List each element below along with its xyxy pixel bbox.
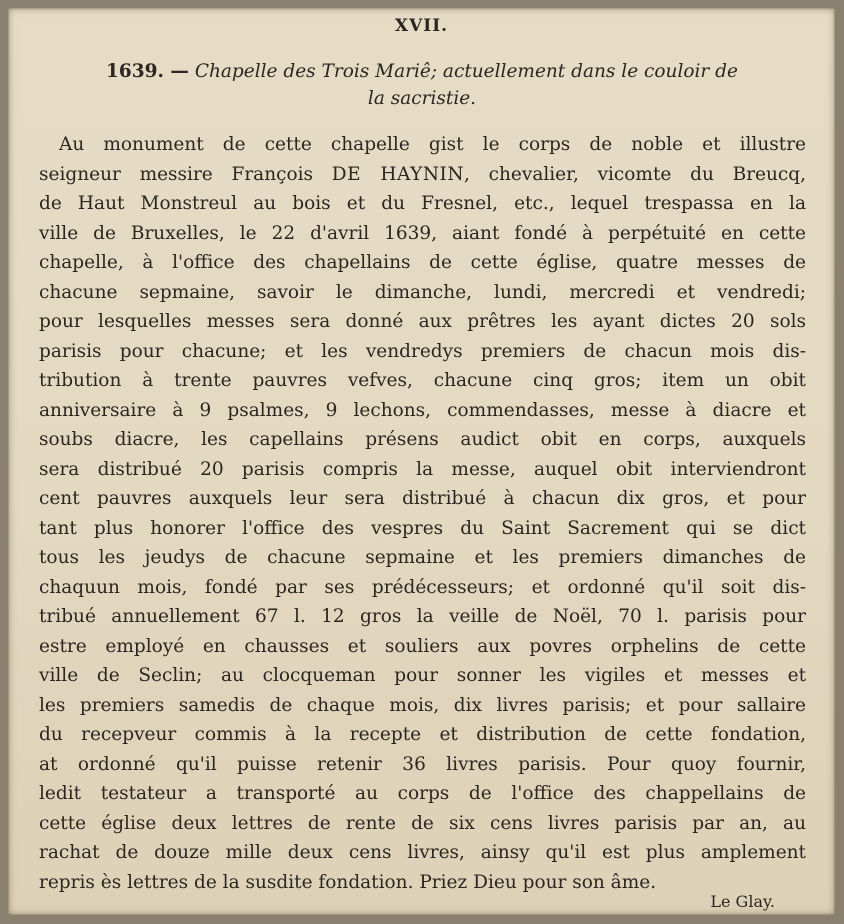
body-line: sera distribué 20 parisis compris la messe, auquel obit interviendront	[39, 458, 806, 480]
body-line	[39, 160, 806, 190]
entry-title-line-1: Chapelle des Trois Mariê; actuellement dans le couloir de	[194, 61, 738, 82]
body-line: chapelle, à l'office des chapellains de cette église, quatre messes de	[39, 252, 806, 273]
body-line: repris ès lettres de la susdite fondation. Priez Dieu pour son âme.	[39, 871, 657, 893]
family-name: DE HAYNIN	[331, 163, 465, 185]
body-line-part: seigneur messire François	[39, 163, 314, 185]
body-line: Au monument de cette chapelle gist le corps de noble et illustre	[59, 134, 806, 155]
body-line: chaquun mois, fondé par ses prédécesseurs; et ordonné qu'il soit dis-	[39, 576, 806, 598]
body-line: ledit testateur a transporté au corps de l'office des chappellains de	[39, 783, 806, 804]
entry-date: 1639. —	[106, 61, 189, 82]
author-signature: Le Glay.	[710, 892, 775, 911]
body-line: du recepveur commis à la recepte et distribution de cette fondation,	[39, 724, 806, 745]
body-line: rachat de douze mille deux cens livres, ainsy qu'il est plus amplement	[39, 842, 806, 863]
body-line: anniversaire à 9 psalmes, 9 lechons, commendasses, messe à diacre et	[39, 399, 806, 421]
body-line: chacune sepmaine, savoir le dimanche, lundi, mercredi et vendredi;	[39, 281, 806, 303]
body-line: tous les jeudys de chacune sepmaine et les premiers dimanches de	[39, 547, 806, 568]
body-line: cette église deux lettres de rente de six cens livres parisis par an, au	[39, 812, 806, 834]
body-text	[39, 130, 806, 897]
body-line: parisis pour chacune; et les vendredys premiers de chacun mois dis-	[39, 340, 806, 362]
document-page	[8, 8, 835, 915]
body-line: tribution à trente pauvres vefves, chacune cinq gros; item un obit	[39, 370, 806, 391]
body-line: tribué annuellement 67 l. 12 gros la veille de Noël, 70 l. parisis pour	[39, 606, 806, 627]
body-line: tant plus honorer l'office des vespres du Saint Sacrement qui se dict	[39, 517, 806, 539]
body-line: les premiers samedis de chaque mois, dix livres parisis; et pour sallaire	[39, 694, 806, 716]
body-line: at ordonné qu'il puisse retenir 36 livres parisis. Pour quoy fournir,	[39, 753, 806, 775]
body-line: pour lesquelles messes sera donné aux prêtres les ayant dictes 20 sols	[39, 311, 806, 332]
body-line: ville de Seclin; au clocqueman pour sonner les vigiles et messes et	[39, 665, 806, 686]
entry-title-line-2: la sacristie.	[367, 88, 477, 109]
body-line: ville de Bruxelles, le 22 d'avril 1639, aiant fondé à perpétuité en cette	[39, 222, 806, 244]
section-number: XVII.	[394, 16, 449, 36]
entry-title	[39, 58, 805, 112]
body-line-part: , chevalier, vicomte du Breucq,	[464, 163, 806, 185]
body-line: estre employé en chausses et souliers aux povres orphelins de cette	[39, 635, 806, 657]
body-line: soubs diacre, les capellains présens audict obit en corps, auxquels	[39, 429, 806, 450]
body-line: cent pauvres auxquels leur sera distribué à chacun dix gros, et pour	[39, 488, 806, 509]
body-line: de Haut Monstreul au bois et du Fresnel, etc., lequel trespassa en la	[39, 193, 806, 214]
